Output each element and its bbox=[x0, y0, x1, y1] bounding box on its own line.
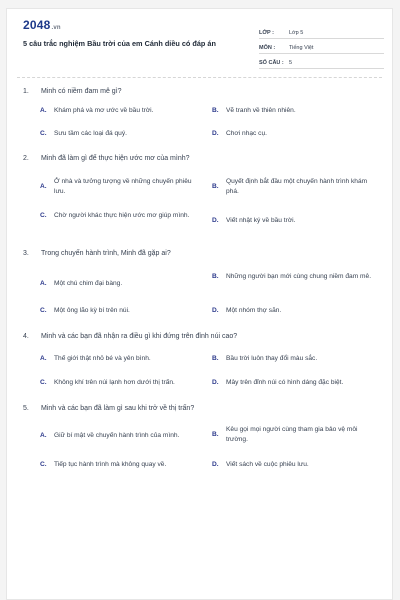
option-text: Chơi nhạc cụ. bbox=[226, 130, 267, 137]
question-text: Minh có niềm đam mê gì? bbox=[41, 88, 122, 95]
meta-value: 5 bbox=[289, 60, 293, 66]
option-text: Viết sách về cuộc phiêu lưu. bbox=[226, 461, 309, 468]
option-d[interactable] bbox=[212, 460, 387, 470]
option-text: Mây trên đỉnh núi có hình dáng đặc biệt. bbox=[226, 379, 344, 386]
option-letter: D. bbox=[212, 307, 219, 314]
option-text: Khám phá và mơ ước về bầu trời. bbox=[54, 107, 154, 114]
option-text: Ở nhà và tưởng tượng về những chuyến phiêu lưu. bbox=[54, 178, 192, 195]
option-letter: C. bbox=[40, 307, 47, 314]
option-a[interactable] bbox=[40, 431, 210, 441]
option-letter: B. bbox=[212, 355, 219, 362]
question-text: Minh đã làm gì để thực hiện ước mơ của mình? bbox=[41, 155, 190, 162]
option-letter: D. bbox=[212, 379, 219, 386]
option-letter: C. bbox=[40, 212, 47, 219]
option-a[interactable] bbox=[40, 177, 200, 197]
option-letter: A. bbox=[40, 107, 47, 114]
option-d[interactable] bbox=[212, 378, 387, 388]
option-text: Tiếp tục hành trình mà không quay về. bbox=[54, 461, 167, 468]
question-text: Trong chuyến hành trình, Minh đã gặp ai? bbox=[41, 250, 171, 257]
option-text: Không khí trên núi lạnh hơn dưới thị trấn. bbox=[54, 379, 175, 386]
option-text: Thế giới thật nhỏ bé và yên bình. bbox=[54, 355, 151, 362]
question-text: Minh và các bạn đã nhận ra điều gì khi đứng trên đỉnh núi cao? bbox=[41, 333, 238, 340]
meta-row-count bbox=[259, 54, 384, 69]
question-number: 3. bbox=[23, 250, 29, 257]
option-d[interactable] bbox=[212, 306, 387, 316]
header-divider bbox=[17, 77, 382, 78]
question-stem bbox=[23, 88, 122, 95]
question-stem bbox=[23, 250, 171, 257]
option-text: Bầu trời luôn thay đổi màu sắc. bbox=[226, 355, 318, 362]
option-text: Một chú chim đại bàng. bbox=[54, 280, 123, 287]
option-text: Một nhóm thợ săn. bbox=[226, 307, 282, 314]
option-c[interactable] bbox=[40, 211, 200, 221]
option-letter: A. bbox=[40, 183, 47, 190]
option-letter: A. bbox=[40, 432, 47, 439]
option-b[interactable] bbox=[212, 106, 387, 116]
meta-label: SỐ CÂU : bbox=[259, 60, 284, 66]
option-c[interactable] bbox=[40, 306, 210, 316]
page-title: 5 câu trắc nghiệm Bầu trời của em Cánh diều có đáp án bbox=[23, 39, 216, 48]
meta-row-subject bbox=[259, 39, 384, 54]
option-text: Những người bạn mới cùng chung niềm đam mê. bbox=[226, 273, 372, 280]
meta-label: MÔN : bbox=[259, 45, 276, 51]
option-a[interactable] bbox=[40, 106, 210, 116]
option-b[interactable] bbox=[212, 177, 380, 197]
option-letter: A. bbox=[40, 355, 47, 362]
option-d[interactable] bbox=[212, 129, 387, 139]
question-number: 1. bbox=[23, 88, 29, 95]
option-text: Một ông lão kỳ bí trên núi. bbox=[54, 307, 130, 314]
option-c[interactable] bbox=[40, 460, 210, 470]
option-text: Sưu tầm các loại đá quý. bbox=[54, 130, 127, 137]
option-letter: B. bbox=[212, 273, 219, 280]
question-stem bbox=[23, 333, 237, 340]
option-letter: C. bbox=[40, 130, 47, 137]
question-number: 2. bbox=[23, 155, 29, 162]
question-number: 5. bbox=[23, 405, 29, 412]
option-d[interactable] bbox=[212, 216, 387, 226]
option-c[interactable] bbox=[40, 378, 210, 388]
logo-suffix: .vn bbox=[51, 25, 61, 31]
option-text: Kêu gọi mọi người cùng tham gia bảo vệ môi trường. bbox=[226, 426, 358, 443]
option-b[interactable] bbox=[212, 425, 380, 445]
option-letter: B. bbox=[212, 183, 219, 190]
question-stem bbox=[23, 155, 190, 162]
option-c[interactable] bbox=[40, 129, 210, 139]
option-a[interactable] bbox=[40, 354, 210, 364]
meta-row-class bbox=[259, 24, 384, 39]
option-b[interactable] bbox=[212, 272, 380, 282]
option-b[interactable] bbox=[212, 354, 387, 364]
option-a[interactable] bbox=[40, 279, 210, 289]
option-letter: A. bbox=[40, 280, 47, 287]
question-text: Minh và các bạn đã làm gì sau khi trở về thị trấn? bbox=[41, 405, 195, 412]
option-text: Quyết định bắt đầu một chuyến hành trình khám phá. bbox=[226, 178, 368, 195]
meta-panel bbox=[259, 24, 384, 69]
question-number: 4. bbox=[23, 333, 29, 340]
logo-text: 2048 bbox=[23, 18, 51, 32]
option-letter: B. bbox=[212, 107, 219, 114]
site-logo[interactable] bbox=[23, 18, 61, 32]
option-text: Viết nhật ký về bầu trời. bbox=[226, 217, 296, 224]
option-letter: C. bbox=[40, 379, 47, 386]
option-letter: D. bbox=[212, 130, 219, 137]
meta-value: Lớp 5 bbox=[289, 30, 304, 36]
option-text: Chờ người khác thực hiện ước mơ giúp mình. bbox=[54, 212, 190, 219]
worksheet bbox=[6, 8, 393, 600]
option-letter: C. bbox=[40, 461, 47, 468]
option-letter: D. bbox=[212, 461, 219, 468]
option-letter: D. bbox=[212, 217, 219, 224]
question-stem bbox=[23, 405, 194, 412]
option-text: Giữ bí mật về chuyến hành trình của mình. bbox=[54, 432, 180, 439]
option-text: Vẽ tranh về thiên nhiên. bbox=[226, 107, 296, 114]
option-letter: B. bbox=[212, 431, 219, 438]
meta-value: Tiếng Việt bbox=[289, 45, 314, 51]
meta-label: LỚP : bbox=[259, 30, 274, 36]
